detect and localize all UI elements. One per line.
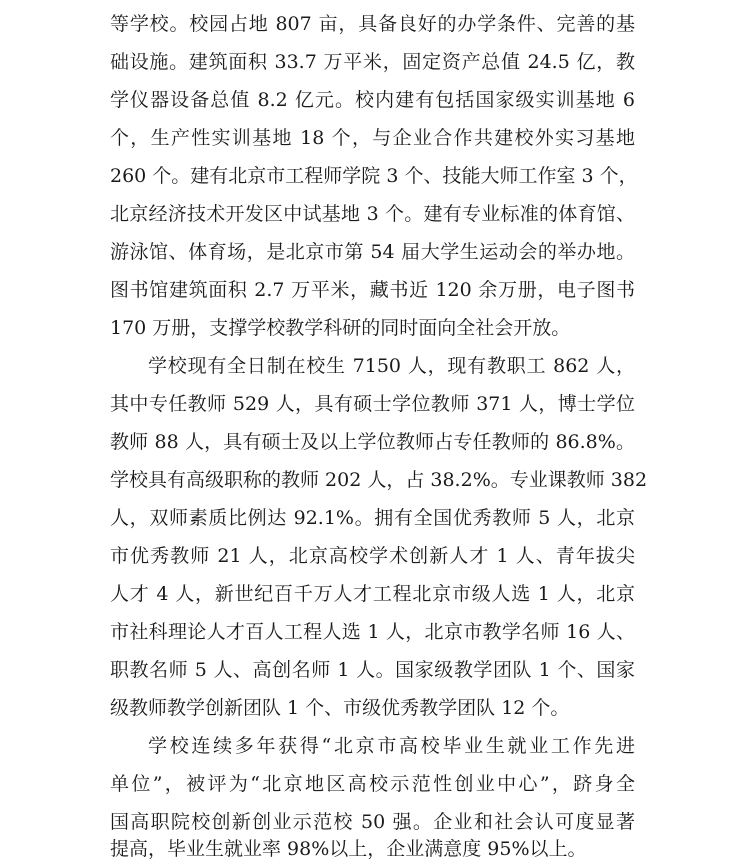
paragraph-2-line-4: 学校具有高级职称的教师 202 人，占 38.2%。专业课教师 382 <box>110 469 648 491</box>
paragraph-1-line-8: 图书馆建筑面积 2.7 万平米，藏书近 120 余万册，电子图书 <box>110 279 635 301</box>
paragraph-1-line-5: 260 个。建有北京市工程师学院 3 个、技能大师工作室 3 个， <box>110 165 638 187</box>
paragraph-2-line-10: 级教师教学创新团队 1 个、市级优秀教学团队 12 个。 <box>110 697 570 719</box>
paragraph-3-line-1: 学校连续多年获得“北京市高校毕业生就业工作先进 <box>148 735 635 757</box>
paragraph-1-line-4: 个，生产性实训基地 18 个，与企业合作共建校外实习基地 <box>110 127 635 149</box>
paragraph-2-line-2: 其中专任教师 529 人，具有硕士学位教师 371 人，博士学位 <box>110 393 635 415</box>
paragraph-3-line-4: 提高，毕业生就业率 98%以上，企业满意度 95%以上。 <box>110 838 587 860</box>
paragraph-2-line-7: 人才 4 人，新世纪百千万人才工程北京市级人选 1 人，北京 <box>110 583 635 605</box>
paragraph-1-line-6: 北京经济技术开发区中试基地 3 个。建有专业标准的体育馆、 <box>110 203 635 225</box>
paragraph-2-line-6: 市优秀教师 21 人，北京高校学术创新人才 1 人、青年拔尖 <box>110 545 635 567</box>
paragraph-2-line-3: 教师 88 人，具有硕士及以上学位教师占专任教师的 86.8%。 <box>110 431 635 453</box>
paragraph-1-line-7: 游泳馆、体育场，是北京市第 54 届大学生运动会的举办地。 <box>110 241 635 263</box>
paragraph-1-line-2: 础设施。建筑面积 33.7 万平米，固定资产总值 24.5 亿，教 <box>110 51 635 73</box>
paragraph-3-line-2: 单位”，被评为“北京地区高校示范性创业中心”，跻身全 <box>110 773 635 795</box>
paragraph-1-line-9: 170 万册，支撑学校教学科研的同时面向全社会开放。 <box>110 317 571 339</box>
paragraph-3-line-3: 国高职院校创新创业示范校 50 强。企业和社会认可度显著 <box>110 811 635 833</box>
paragraph-2-line-8: 市社科理论人才百人工程人选 1 人，北京市教学名师 16 人、 <box>110 621 635 643</box>
paragraph-2-line-1: 学校现有全日制在校生 7150 人，现有教职工 862 人， <box>148 355 635 377</box>
paragraph-2-line-9: 职教名师 5 人、高创名师 1 人。国家级教学团队 1 个、国家 <box>110 659 635 681</box>
paragraph-1-line-1: 等学校。校园占地 807 亩，具备良好的办学条件、完善的基 <box>110 13 635 35</box>
paragraph-1-line-3: 学仪器设备总值 8.2 亿元。校内建有包括国家级实训基地 6 <box>110 89 635 111</box>
paragraph-2-line-5: 人，双师素质比例达 92.1%。拥有全国优秀教师 5 人，北京 <box>110 507 635 529</box>
